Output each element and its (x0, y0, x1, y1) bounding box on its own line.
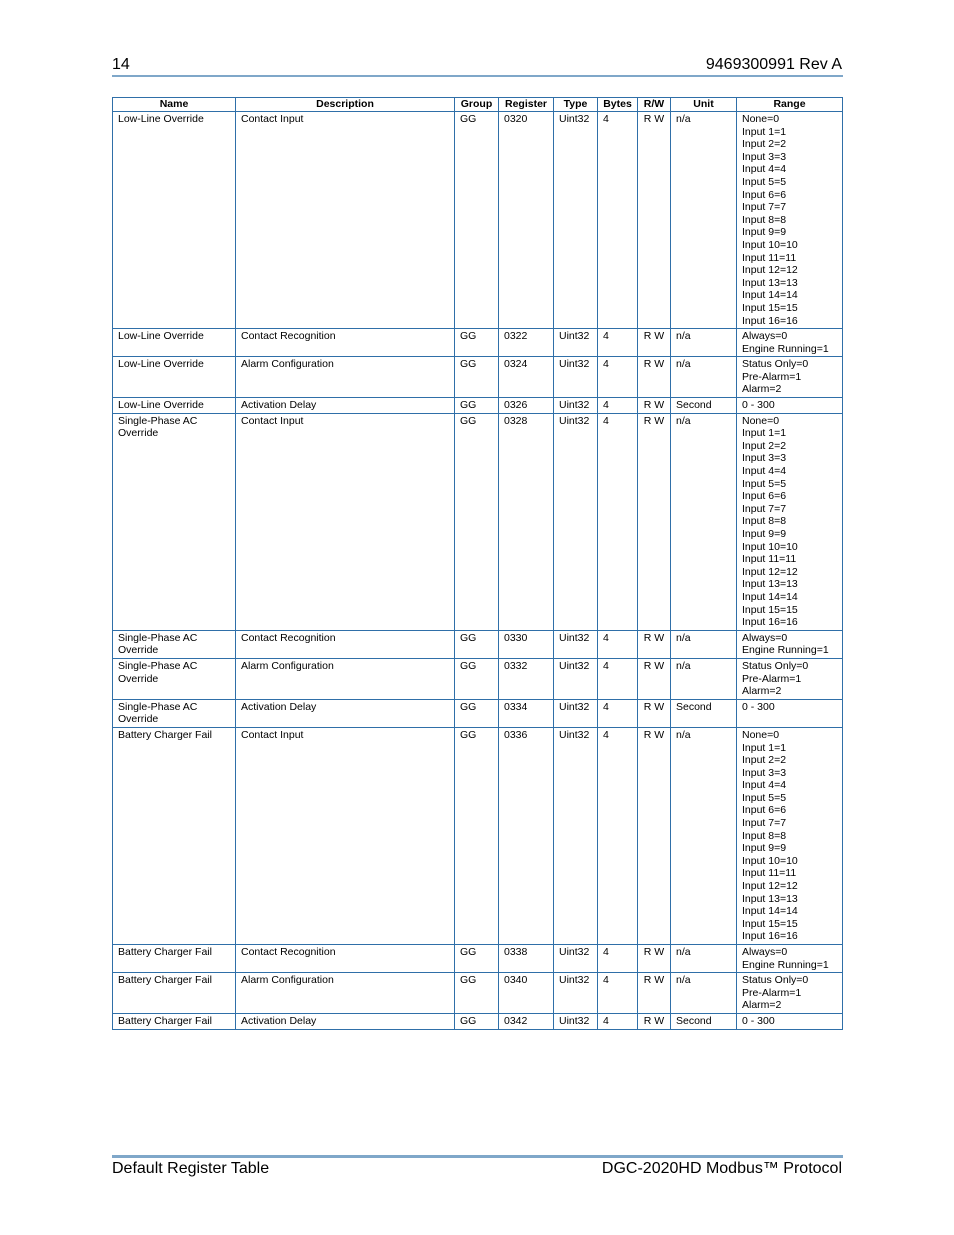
table-row (113, 398, 843, 414)
cell-name: Low-Line Override (113, 398, 236, 414)
table-row (113, 699, 843, 727)
table-header-row (113, 98, 843, 112)
table-body (113, 112, 843, 1030)
cell-register: 0328 (499, 413, 554, 630)
cell-range: Always=0 Engine Running=1 (737, 630, 843, 658)
column-header-bytes: Bytes (598, 98, 638, 112)
cell-bytes: 4 (598, 727, 638, 944)
cell-unit: n/a (671, 413, 737, 630)
cell-name: Battery Charger Fail (113, 973, 236, 1014)
table-row (113, 727, 843, 944)
cell-description: Contact Input (236, 413, 455, 630)
cell-bytes: 4 (598, 329, 638, 357)
table-row (113, 357, 843, 398)
table-row (113, 413, 843, 630)
cell-range: 0 - 300 (737, 699, 843, 727)
cell-bytes: 4 (598, 398, 638, 414)
cell-type: Uint32 (554, 658, 598, 699)
cell-type: Uint32 (554, 112, 598, 329)
table-row (113, 945, 843, 973)
register-table (112, 97, 843, 1030)
cell-register: 0320 (499, 112, 554, 329)
column-header-group: Group (455, 98, 499, 112)
cell-description: Contact Recognition (236, 945, 455, 973)
cell-rw: R W (638, 973, 671, 1014)
cell-unit: Second (671, 1013, 737, 1029)
cell-name: Low-Line Override (113, 357, 236, 398)
cell-description: Alarm Configuration (236, 357, 455, 398)
cell-name: Single-Phase AC Override (113, 699, 236, 727)
table-row (113, 630, 843, 658)
cell-type: Uint32 (554, 357, 598, 398)
cell-group: GG (455, 357, 499, 398)
cell-bytes: 4 (598, 413, 638, 630)
cell-description: Activation Delay (236, 398, 455, 414)
cell-group: GG (455, 1013, 499, 1029)
footer-rule (112, 1155, 843, 1158)
cell-bytes: 4 (598, 945, 638, 973)
cell-group: GG (455, 413, 499, 630)
cell-description: Contact Recognition (236, 630, 455, 658)
header-rule (112, 75, 843, 77)
column-header-type: Type (554, 98, 598, 112)
cell-unit: n/a (671, 357, 737, 398)
cell-unit: n/a (671, 973, 737, 1014)
cell-unit: n/a (671, 658, 737, 699)
cell-group: GG (455, 973, 499, 1014)
cell-type: Uint32 (554, 945, 598, 973)
cell-description: Alarm Configuration (236, 973, 455, 1014)
cell-range: None=0 Input 1=1 Input 2=2 Input 3=3 Input 4=4 Input 5=5 Input 6=6 Input 7=7 Input 8=8 Input 9=9 Input 10=10 Input 11=11 Input 12=12 Input 13=13 Input 14=14 Input 15=15 Input 16=16 (737, 727, 843, 944)
cell-name: Low-Line Override (113, 112, 236, 329)
cell-bytes: 4 (598, 630, 638, 658)
cell-name: Battery Charger Fail (113, 1013, 236, 1029)
cell-group: GG (455, 112, 499, 329)
cell-register: 0342 (499, 1013, 554, 1029)
cell-rw: R W (638, 727, 671, 944)
cell-range: None=0 Input 1=1 Input 2=2 Input 3=3 Input 4=4 Input 5=5 Input 6=6 Input 7=7 Input 8=8 Input 9=9 Input 10=10 Input 11=11 Input 12=12 Input 13=13 Input 14=14 Input 15=15 Input 16=16 (737, 112, 843, 329)
column-header-unit: Unit (671, 98, 737, 112)
cell-name: Single-Phase AC Override (113, 413, 236, 630)
cell-type: Uint32 (554, 398, 598, 414)
cell-rw: R W (638, 945, 671, 973)
cell-range: None=0 Input 1=1 Input 2=2 Input 3=3 Input 4=4 Input 5=5 Input 6=6 Input 7=7 Input 8=8 Input 9=9 Input 10=10 Input 11=11 Input 12=12 Input 13=13 Input 14=14 Input 15=15 Input 16=16 (737, 413, 843, 630)
cell-description: Activation Delay (236, 1013, 455, 1029)
cell-register: 0340 (499, 973, 554, 1014)
cell-description: Contact Input (236, 112, 455, 329)
cell-rw: R W (638, 630, 671, 658)
cell-rw: R W (638, 112, 671, 329)
cell-group: GG (455, 727, 499, 944)
cell-type: Uint32 (554, 973, 598, 1014)
cell-name: Single-Phase AC Override (113, 630, 236, 658)
cell-group: GG (455, 329, 499, 357)
cell-type: Uint32 (554, 699, 598, 727)
cell-type: Uint32 (554, 727, 598, 944)
column-header-description: Description (236, 98, 455, 112)
table-row (113, 112, 843, 329)
table-row (113, 329, 843, 357)
cell-unit: n/a (671, 630, 737, 658)
cell-bytes: 4 (598, 699, 638, 727)
cell-type: Uint32 (554, 329, 598, 357)
table-row (113, 658, 843, 699)
column-header-range: Range (737, 98, 843, 112)
page-number: 14 (112, 56, 130, 73)
table-row (113, 1013, 843, 1029)
cell-bytes: 4 (598, 973, 638, 1014)
cell-range: Always=0 Engine Running=1 (737, 945, 843, 973)
cell-range: Status Only=0 Pre-Alarm=1 Alarm=2 (737, 658, 843, 699)
cell-range: Status Only=0 Pre-Alarm=1 Alarm=2 (737, 973, 843, 1014)
table-row (113, 973, 843, 1014)
cell-unit: Second (671, 699, 737, 727)
cell-unit: n/a (671, 329, 737, 357)
cell-register: 0324 (499, 357, 554, 398)
cell-description: Alarm Configuration (236, 658, 455, 699)
cell-register: 0338 (499, 945, 554, 973)
cell-name: Single-Phase AC Override (113, 658, 236, 699)
cell-rw: R W (638, 398, 671, 414)
cell-type: Uint32 (554, 630, 598, 658)
cell-bytes: 4 (598, 658, 638, 699)
cell-type: Uint32 (554, 1013, 598, 1029)
cell-unit: n/a (671, 112, 737, 329)
cell-rw: R W (638, 413, 671, 630)
footer-section-title: Default Register Table (112, 1160, 270, 1177)
cell-unit: n/a (671, 945, 737, 973)
cell-register: 0322 (499, 329, 554, 357)
cell-register: 0330 (499, 630, 554, 658)
cell-register: 0332 (499, 658, 554, 699)
cell-range: 0 - 300 (737, 1013, 843, 1029)
column-header-rw: R/W (638, 98, 671, 112)
cell-group: GG (455, 945, 499, 973)
cell-type: Uint32 (554, 413, 598, 630)
cell-group: GG (455, 699, 499, 727)
cell-range: Always=0 Engine Running=1 (737, 329, 843, 357)
cell-rw: R W (638, 1013, 671, 1029)
cell-register: 0336 (499, 727, 554, 944)
cell-unit: Second (671, 398, 737, 414)
cell-bytes: 4 (598, 357, 638, 398)
cell-group: GG (455, 398, 499, 414)
document-id: 9469300991 Rev A (705, 56, 842, 73)
cell-description: Contact Recognition (236, 329, 455, 357)
column-header-register: Register (499, 98, 554, 112)
cell-description: Contact Input (236, 727, 455, 944)
cell-rw: R W (638, 357, 671, 398)
cell-bytes: 4 (598, 1013, 638, 1029)
column-header-name: Name (113, 98, 236, 112)
cell-range: 0 - 300 (737, 398, 843, 414)
cell-register: 0334 (499, 699, 554, 727)
cell-group: GG (455, 630, 499, 658)
cell-range: Status Only=0 Pre-Alarm=1 Alarm=2 (737, 357, 843, 398)
cell-unit: n/a (671, 727, 737, 944)
cell-group: GG (455, 658, 499, 699)
cell-register: 0326 (499, 398, 554, 414)
cell-name: Low-Line Override (113, 329, 236, 357)
cell-rw: R W (638, 329, 671, 357)
cell-rw: R W (638, 699, 671, 727)
cell-bytes: 4 (598, 112, 638, 329)
cell-description: Activation Delay (236, 699, 455, 727)
cell-name: Battery Charger Fail (113, 945, 236, 973)
cell-name: Battery Charger Fail (113, 727, 236, 944)
cell-rw: R W (638, 658, 671, 699)
footer-document-title: DGC-2020HD Modbus™ Protocol (601, 1160, 842, 1177)
